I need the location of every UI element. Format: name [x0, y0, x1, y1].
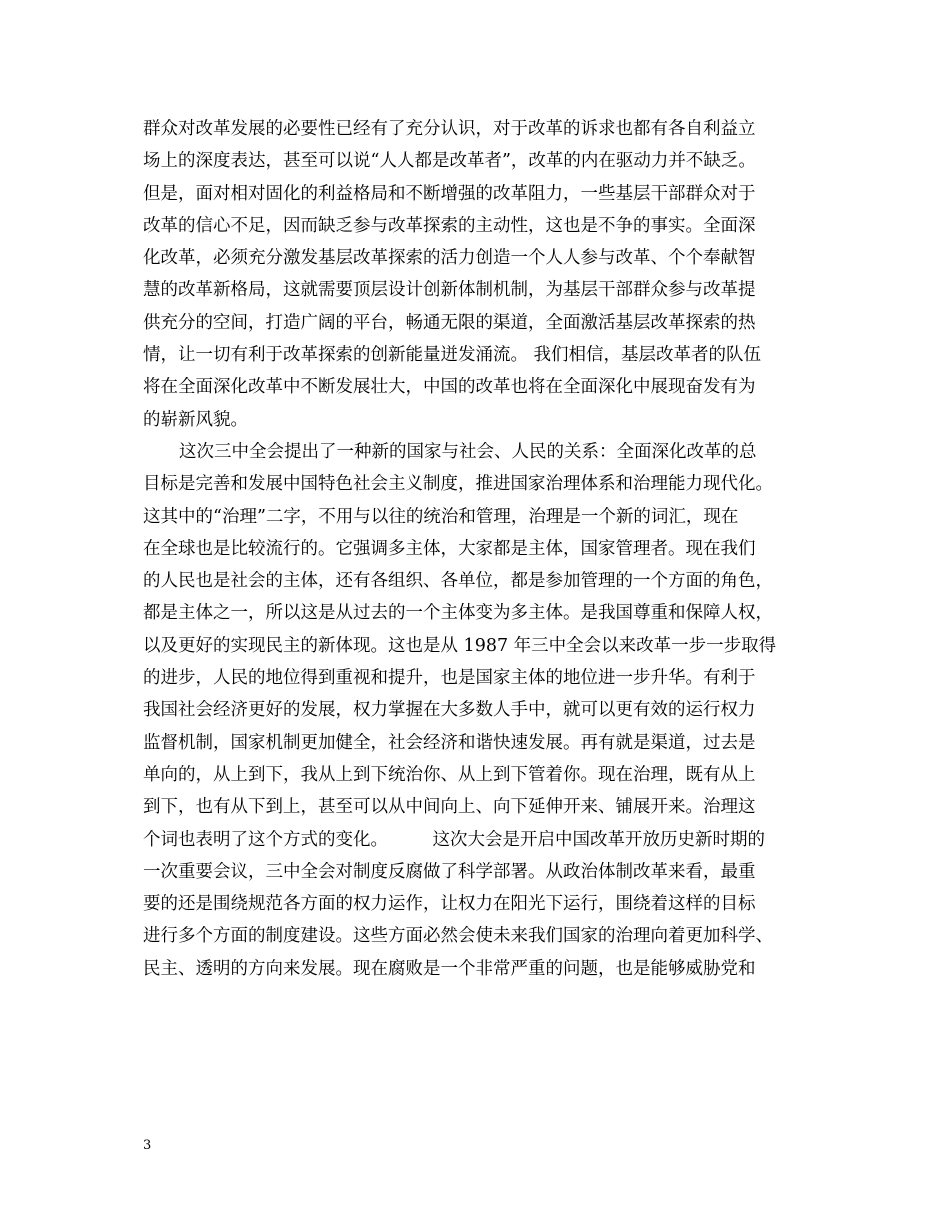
text-line: 供充分的空间，打造广阔的平台，畅通无限的渠道，全面激活基层改革探索的热 [143, 312, 756, 333]
text-line: 的进步，人民的地位得到重视和提升，也是国家主体的地位进一步升华。有利于 [143, 668, 756, 689]
text-line: 监督机制，国家机制更加健全，社会经济和谐快速发展。再有就是渠道，过去是 [143, 732, 756, 753]
page-number: 3 [143, 1138, 152, 1153]
text-line: 将在全面深化改革中不断发展壮大，中国的改革也将在全面深化中展现奋发有为 [143, 377, 756, 398]
text-line: 改革的信心不足，因而缺乏参与改革探索的主动性，这也是不争的事实。全面深 [143, 215, 756, 236]
text-line: 化改革，必须充分激发基层改革探索的活力创造一个人人参与改革、个个奉献智 [143, 248, 756, 269]
text-line: 个词也表明了这个方式的变化。 这次大会是开启中国改革开放历史新时期的 [143, 829, 765, 850]
text-line: 目标是完善和发展中国特色社会主义制度，推进国家治理体系和治理能力现代化。 [143, 474, 773, 495]
text-line: 都是主体之一，所以这是从过去的一个主体变为多主体。是我国尊重和保障人权， [143, 603, 773, 624]
text-line: 以及更好的实现民主的新体现。这也是从 1987 年三中全会以来改革一步一步取得 [143, 635, 777, 656]
text-line: 进行多个方面的制度建设。这些方面必然会使未来我们国家的治理向着更加科学、 [143, 926, 773, 947]
text-line: 民主、透明的方向来发展。现在腐败是一个非常严重的问题，也是能够威胁党和 [143, 958, 756, 979]
text-line: 一次重要会议，三中全会对制度反腐做了科学部署。从政治体制改革来看，最重 [143, 861, 756, 882]
text-line: 场上的深度表达，甚至可以说“人人都是改革者”，改革的内在驱动力并不缺乏。 [143, 151, 756, 172]
text-line: 慧的改革新格局，这就需要顶层设计创新体制机制，为基层干部群众参与改革提 [143, 280, 756, 301]
text-line: 但是，面对相对固化的利益格局和不断增强的改革阻力，一些基层干部群众对于 [143, 183, 756, 204]
text-line: 在全球也是比较流行的。它强调多主体，大家都是主体，国家管理者。现在我们 [143, 538, 756, 559]
text-line: 这其中的“治理”二字，不用与以往的统治和管理，治理是一个新的词汇，现在 [143, 506, 739, 527]
text-line: 群众对改革发展的必要性已经有了充分认识，对于改革的诉求也都有各自利益立 [143, 119, 756, 139]
text-line: 的人民也是社会的主体，还有各组织、各单位，都是参加管理的一个方面的角色， [143, 571, 773, 592]
text-line: 情，让一切有利于改革探索的创新能量迸发涌流。 我们相信，基层改革者的队伍 [143, 345, 762, 366]
text-line: 单向的，从上到下，我从上到下统治你、从上到下管着你。现在治理，既有从上 [143, 764, 756, 785]
text-line: 要的还是围绕规范各方面的权力运作，让权力在阳光下运行，围绕着这样的目标 [143, 894, 756, 915]
body-text [143, 113, 823, 985]
text-line: 到下，也有从下到上，甚至可以从中间向上、向下延伸开来、铺展开来。治理这 [143, 797, 756, 818]
text-line: 的崭新风貌。 [143, 409, 248, 430]
paragraph-start-line: 这次三中全会提出了一种新的国家与社会、人民的关系：全面深化改革的总 [179, 441, 757, 462]
text-line: 我国社会经济更好的发展，权力掌握在大多数人手中，就可以更有效的运行权力 [143, 700, 756, 721]
